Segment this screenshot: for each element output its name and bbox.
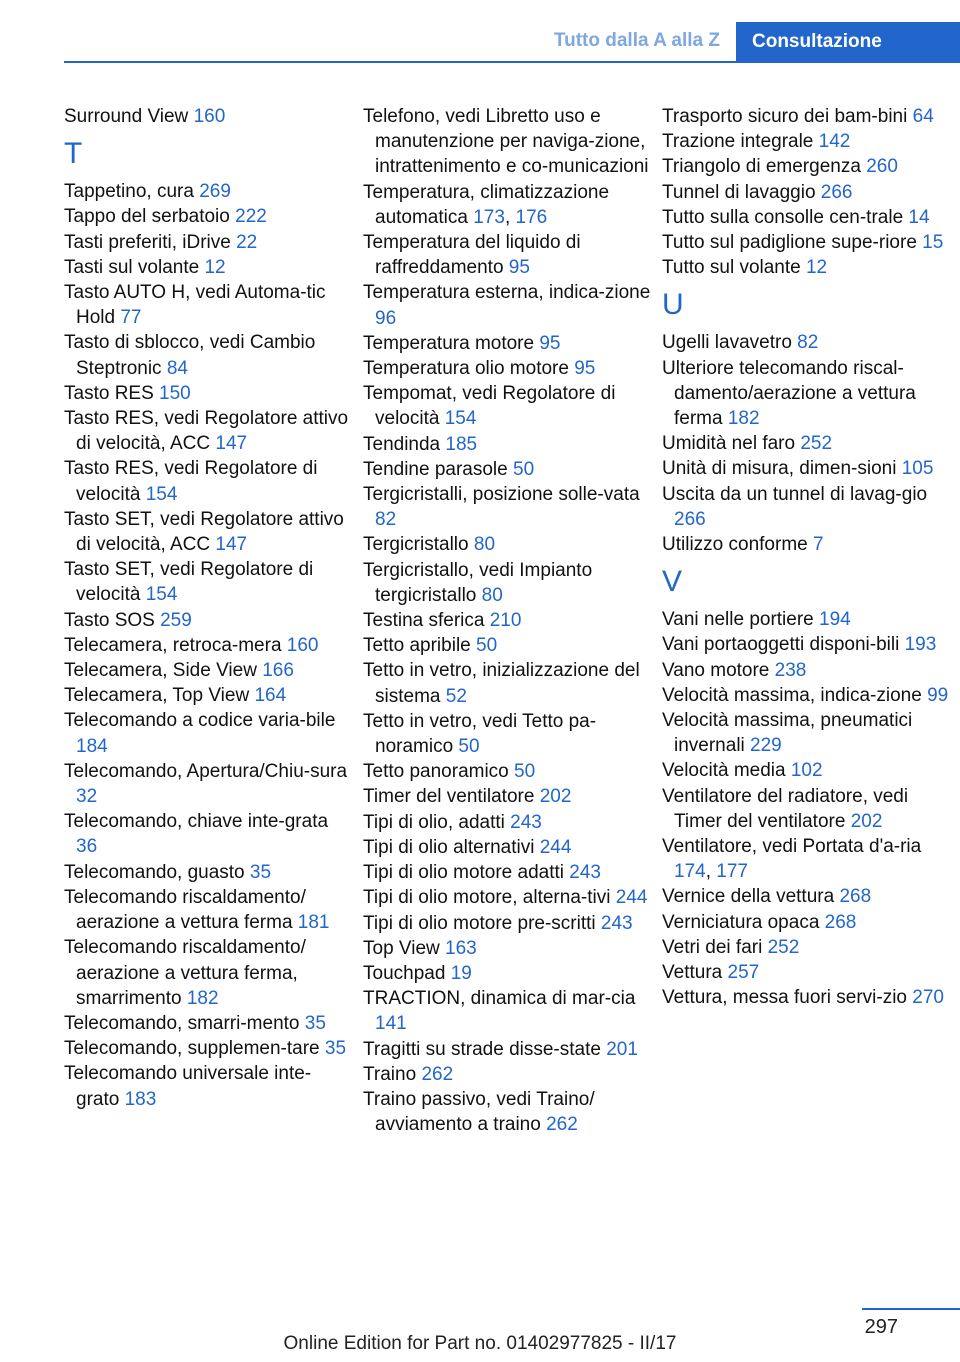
index-entry [662, 104, 952, 129]
page-reference-link[interactable]: 182 [186, 987, 219, 1009]
index-entry-text: Vernice della vettura [662, 886, 840, 908]
page-reference-link[interactable]: 154 [145, 584, 178, 606]
page-reference-link[interactable]: 193 [904, 634, 937, 656]
page-reference-link[interactable]: 80 [481, 584, 503, 606]
index-entry [363, 104, 653, 180]
index-entry-text: Tipi di olio motore adatti [363, 862, 570, 884]
page-reference-link[interactable]: 15 [922, 232, 944, 254]
page-reference-link[interactable]: 252 [767, 936, 800, 958]
index-entry: Temperatura, climatizzazione automatica 173, 176 [363, 181, 610, 228]
page-reference-link[interactable]: 182 [727, 408, 760, 430]
page-reference-link[interactable]: 80 [473, 534, 496, 556]
page-reference-link[interactable]: 252 [800, 433, 833, 455]
index-entry-text: Telecomando, supplemen‐tare [64, 1038, 325, 1060]
page-reference-link[interactable]: 262 [421, 1063, 454, 1085]
page-reference-link[interactable]: 244 [615, 887, 648, 909]
index-entry-text: Tasto SOS [64, 609, 161, 631]
index-entry-text: Trazione integrale [662, 131, 819, 153]
page-reference-link[interactable]: 176 [515, 206, 548, 228]
index-entry-text: Tasto RES, vedi Regolatore attivo di velocità, ACC [64, 408, 349, 455]
page-reference-link[interactable]: 243 [569, 862, 601, 884]
page-reference-link[interactable]: 164 [254, 685, 287, 707]
index-entry [64, 507, 354, 557]
index-entry-text: Telecamera, Side View [64, 660, 263, 682]
index-entry [363, 457, 653, 482]
index-entry [662, 456, 952, 481]
index-entry-text: Temperatura olio motore [363, 358, 575, 380]
index-entry-text: Vetri dei fari [662, 936, 768, 958]
page-reference-link[interactable]: 244 [539, 836, 572, 858]
index-entry-text: Vani nelle portiere [662, 609, 820, 631]
page-reference-link[interactable]: 82 [375, 509, 397, 531]
index-entry-text: Top View [363, 937, 446, 959]
index-entry-text: Ventilatore, vedi Portata d'a‐ria [662, 836, 922, 858]
page-reference-link[interactable]: 150 [159, 382, 191, 404]
index-entry-text: Velocità massima, pneumatici invernali [662, 710, 913, 757]
index-entry-text: Timer del ventilatore [363, 786, 540, 808]
index-entry [363, 331, 653, 356]
index-entry [363, 532, 653, 557]
page-reference-link[interactable]: 52 [445, 685, 467, 707]
index-entry [64, 658, 354, 683]
index-entry [363, 280, 653, 330]
page-reference-link[interactable]: 268 [824, 911, 857, 933]
page-reference-link[interactable]: 174 [674, 861, 706, 883]
index-entry [363, 608, 653, 633]
page-reference-link[interactable]: 184 [76, 735, 108, 757]
index-entry [662, 330, 952, 355]
page-reference-link[interactable]: 222 [235, 206, 267, 228]
index-entry-text: Vettura [662, 962, 728, 984]
page-reference-link[interactable]: 260 [866, 156, 898, 178]
page-reference-link[interactable]: 50 [514, 761, 536, 783]
page-header [0, 0, 960, 62]
index-entry [662, 180, 952, 205]
index-entry [64, 179, 354, 204]
index-entry-text: Tergicristallo, vedi Impianto tergicristallo [363, 559, 593, 606]
index-entry-text: Vani portaoggetti disponi‐bili [662, 634, 905, 656]
index-entry: Ventilatore, vedi Portata d'a‐ria 174, 177 [662, 836, 922, 883]
index-entry [363, 432, 653, 457]
page-reference-link[interactable]: 173 [473, 206, 505, 228]
page-reference-link[interactable]: 95 [539, 332, 561, 354]
index-column-1 [64, 104, 354, 1112]
page-reference-link[interactable]: 64 [912, 106, 934, 127]
index-entry-text: Telecamera, retroca‐mera [64, 634, 287, 656]
index-entry [662, 985, 952, 1010]
index-entry [363, 633, 653, 658]
page-reference-link[interactable]: 141 [375, 1013, 407, 1035]
index-entry-text: Tasti preferiti, iDrive [64, 231, 237, 253]
page-reference-link[interactable]: 12 [805, 257, 828, 279]
index-entry [662, 482, 952, 532]
index-entry-text: Telecomando a codice varia‐bile [64, 710, 336, 732]
index-entry-text: Velocità media [662, 760, 791, 782]
page-reference-link[interactable]: 32 [76, 786, 98, 808]
index-column-2 [363, 104, 653, 1137]
index-entry [363, 885, 653, 910]
index-entry [662, 532, 952, 557]
index-entry [64, 683, 354, 708]
index-entry-text: Tetto in vetro, inizializzazione del sistema [363, 660, 640, 707]
page-reference-link[interactable]: 259 [160, 609, 192, 631]
page-reference-link[interactable]: 163 [445, 937, 477, 959]
index-entry [662, 784, 952, 834]
index-entry [64, 104, 354, 129]
index-entry [662, 910, 952, 935]
page-reference-link[interactable]: 35 [304, 1012, 326, 1034]
index-entry [363, 1087, 653, 1137]
index-entry [64, 708, 354, 758]
page-reference-link[interactable]: 229 [750, 735, 782, 757]
index-entry [363, 1062, 653, 1087]
index-entry-text: Velocità massima, indica‐zione [662, 684, 928, 706]
header-rule [64, 61, 960, 63]
index-entry-text: Tasto SET, vedi Regolatore attivo di velocità, ACC [64, 508, 344, 556]
page-reference-link[interactable]: 147 [215, 534, 248, 556]
index-entry-text: Telefono, vedi Libretto uso e manutenzione per naviga‐zione, intrattenimento e co‐municazioni [363, 106, 649, 178]
index-entry [662, 356, 952, 432]
index-entry-text: Tutto sul volante [662, 257, 806, 279]
page-reference-link[interactable]: 50 [476, 635, 498, 657]
page-reference-link[interactable]: 147 [215, 433, 248, 455]
index-entry-text: Traino passivo, vedi Traino/ avviamento a traino [363, 1088, 595, 1136]
index-entry [64, 280, 354, 330]
index-entry-text: Umidità nel faro [662, 433, 801, 455]
index-entry [363, 986, 653, 1036]
page-reference-link[interactable]: 36 [76, 836, 98, 858]
index-entry-text: Tutto sulla consolle cen‐trale [662, 206, 909, 228]
index-entry-text: Tasto SET, vedi Regolatore di velocità [64, 559, 314, 606]
page-reference-link[interactable]: 102 [790, 760, 823, 782]
index-entry-text: Utilizzo conforme [662, 534, 813, 556]
page-reference-link[interactable]: 177 [716, 861, 748, 883]
index-entry-text: Ugelli lavavetro [662, 332, 798, 354]
index-entry [64, 633, 354, 658]
page-reference-link[interactable]: 22 [236, 231, 258, 253]
index-entry [662, 632, 952, 657]
index-entry-text: Unità di misura, dimen‐sioni [662, 458, 902, 480]
page-reference-link[interactable]: 142 [818, 131, 851, 153]
index-entry-text: Tendine parasole [363, 458, 513, 480]
index-entry [64, 255, 354, 280]
index-entry [64, 759, 354, 809]
page-reference-link[interactable]: 50 [513, 458, 535, 480]
page-reference-link[interactable]: 84 [166, 357, 188, 379]
index-entry [662, 683, 952, 708]
index-entry [64, 1061, 354, 1111]
page-reference-link[interactable]: 160 [193, 106, 226, 127]
index-entry [363, 961, 653, 986]
index-entry [363, 558, 653, 608]
index-entry-text: Tergicristallo [363, 534, 474, 556]
index-entry [363, 810, 653, 835]
index-entry-text: Touchpad [363, 962, 451, 984]
page-reference-link[interactable]: 181 [297, 912, 330, 934]
section-title: Tutto dalla A alla Z [553, 30, 720, 51]
index-entry [662, 758, 952, 783]
page-reference-link[interactable]: 95 [574, 358, 596, 380]
index-entry [662, 960, 952, 985]
index-entry [662, 129, 952, 154]
index-entry-text: Tragitti su strade disse‐state [363, 1038, 607, 1060]
index-entry [363, 860, 653, 885]
page-reference-link[interactable]: 201 [606, 1038, 638, 1060]
index-entry-text: Tunnel di lavaggio [662, 181, 821, 203]
index-entry [64, 935, 354, 1011]
index-entry [363, 230, 653, 280]
index-entry-text: Telecomando riscaldamento/ aerazione a vettura ferma, smarrimento [64, 937, 306, 1009]
page-reference-link[interactable]: 19 [450, 962, 472, 984]
page-reference-link[interactable]: 243 [510, 811, 542, 833]
index-entry-text: Tipi di olio alternativi [363, 836, 540, 858]
index-entry [64, 608, 354, 633]
page-reference-link[interactable]: 82 [797, 332, 819, 354]
edition-footer: Online Edition for Part no. 01402977825 - II/17 [283, 1333, 677, 1354]
index-entry-text: Ulteriore telecomando riscal‐damento/aerazione a vettura ferma [662, 357, 916, 430]
index-entry-text: Tipi di olio, adatti [363, 811, 511, 833]
index-entry [363, 936, 653, 961]
index-entry [662, 205, 952, 230]
index-entry-text: Telecomando, smarri‐mento [64, 1012, 305, 1034]
index-entry-text: Temperatura del liquido di raffreddamento [363, 232, 581, 279]
page-reference-link[interactable]: 183 [124, 1088, 157, 1110]
index-entry-text: Telecomando, Apertura/Chiu‐sura [64, 760, 348, 782]
index-entry-text: Tipi di olio motore, alterna‐tivi [363, 887, 616, 909]
index-entry [662, 607, 952, 632]
index-entry-text: Temperatura esterna, indica‐zione [363, 282, 651, 304]
index-entry [64, 230, 354, 255]
index-entry-text: Tipi di olio motore pre‐scritti [363, 912, 601, 934]
page-reference-link[interactable]: 99 [927, 684, 949, 706]
page-reference-link[interactable]: 154 [145, 483, 178, 505]
index-entry-text: Tasti sul volante [64, 256, 205, 278]
index-entry [662, 884, 952, 909]
index-entry-text: Tappetino, cura [64, 181, 200, 203]
index-entry-text: Temperatura motore [363, 332, 540, 354]
index-entry [64, 204, 354, 229]
index-entry [662, 255, 952, 280]
index-entry [363, 381, 653, 431]
index-entry [64, 1036, 354, 1061]
index-entry [64, 885, 354, 935]
index-entry [363, 911, 653, 936]
index-entry-text: Vettura, messa fuori servi‐zio [662, 987, 913, 1009]
index-entry-text: Triangolo di emergenza [662, 156, 867, 178]
index-entry-text: Ventilatore del radiatore, vedi Timer del ventilatore [662, 785, 909, 832]
page-reference-link[interactable]: 194 [819, 609, 851, 631]
index-entry [363, 759, 653, 784]
page-number: 297 [864, 1316, 898, 1338]
page-reference-link[interactable]: 270 [912, 987, 944, 1009]
index-entry-text: Tutto sul padiglione supe‐riore [662, 232, 923, 254]
index-entry-text: Telecomando, guasto [64, 861, 250, 883]
index-entry-text: Tetto panoramico [363, 761, 515, 783]
index-entry-text: Tasto RES, vedi Regolatore di velocità [64, 458, 318, 505]
index-entry [363, 835, 653, 860]
page-reference-link[interactable]: 105 [901, 458, 934, 480]
page-reference-link[interactable]: 202 [539, 786, 572, 808]
index-column-3 [662, 104, 952, 1011]
index-letter-heading: T [64, 137, 83, 171]
page-reference-link[interactable]: 238 [774, 659, 807, 681]
index-entry [363, 1037, 653, 1062]
page-reference-link[interactable]: 77 [120, 307, 142, 329]
index-entry-text: Tasto di sblocco, vedi Cambio Steptronic [64, 332, 316, 379]
index-entry-text: Vano motore [662, 659, 775, 681]
index-entry-text: Uscita da un tunnel di lavag‐gio [662, 483, 928, 505]
page-reference-link[interactable]: 50 [458, 736, 480, 758]
index-entry [64, 1011, 354, 1036]
index-entry-text: Tendinda [363, 433, 446, 455]
index-entry [64, 330, 354, 380]
index-entry [662, 708, 952, 758]
page-reference-link[interactable]: 7 [813, 534, 824, 556]
index-entry-text: Traino [363, 1063, 422, 1085]
index-letter-heading: V [662, 565, 683, 599]
index-entry [64, 860, 354, 885]
page-reference-link[interactable]: 14 [908, 206, 930, 228]
page-reference-link[interactable]: 268 [839, 886, 872, 908]
page-reference-link[interactable]: 185 [445, 433, 478, 455]
chapter-tab: Consultazione [736, 22, 960, 62]
index-entry-text: Tetto in vetro, vedi Tetto pa‐noramico [363, 710, 597, 758]
page-reference-link[interactable]: 210 [489, 610, 522, 632]
page-reference-link[interactable]: 96 [375, 307, 397, 329]
page-reference-link[interactable]: 35 [324, 1038, 347, 1060]
page-reference-link[interactable]: 266 [674, 508, 706, 530]
index-entry [64, 406, 354, 456]
page-reference-link[interactable]: 166 [262, 660, 294, 682]
index-entry-text: Telecamera, Top View [64, 685, 255, 707]
index-entry [662, 935, 952, 960]
page-reference-link[interactable]: 269 [199, 181, 231, 203]
page-reference-link[interactable]: 243 [600, 912, 633, 934]
page-reference-link[interactable]: 35 [249, 861, 272, 883]
index-entry [64, 809, 354, 859]
index-entry-text: Tempomat, vedi Regolatore di velocità [363, 383, 616, 430]
page-reference-link[interactable]: 266 [820, 181, 853, 203]
page-reference-link[interactable]: 154 [444, 408, 477, 430]
index-entry [64, 557, 354, 607]
index-entry [662, 431, 952, 456]
footer-rule [862, 1308, 960, 1310]
index-entry-text: Telecomando universale inte‐grato [64, 1063, 312, 1110]
page-reference-link[interactable]: 12 [204, 256, 226, 278]
index-entry-text: Tasto RES [64, 382, 160, 404]
index-entry-text: Testina sferica [363, 610, 490, 632]
index-entry [64, 381, 354, 406]
index-entry [662, 154, 952, 179]
index-entry-text: Tappo del serbatoio [64, 206, 236, 228]
index-entry-text: Tetto apribile [363, 635, 477, 657]
index-entry [363, 709, 653, 759]
page-reference-link[interactable]: 95 [508, 257, 530, 279]
index-entry [64, 456, 354, 506]
index-entry-text: Trasporto sicuro dei bam‐bini [662, 106, 913, 127]
index-entry-text: Temperatura, climatizzazione automatica [363, 181, 610, 228]
index-entry [363, 784, 653, 809]
index-entry-text: Tasto AUTO H, vedi Automa‐tic Hold [64, 282, 326, 329]
page-reference-link[interactable]: 257 [727, 962, 760, 984]
index-entry [363, 482, 653, 532]
index-entry-text: Verniciatura opaca [662, 911, 825, 933]
index-letter-heading: U [662, 288, 684, 322]
index-entry-text: Telecomando riscaldamento/ aerazione a vettura ferma [64, 886, 306, 934]
page-reference-link[interactable]: 202 [850, 810, 883, 832]
index-entry-text: Telecomando, chiave inte‐grata [64, 811, 329, 833]
page-reference-link[interactable]: 262 [546, 1114, 578, 1136]
index-entry [662, 658, 952, 683]
index-entry-text: Tergicristalli, posizione solle‐vata [363, 484, 640, 506]
page-reference-link[interactable]: 160 [286, 634, 319, 656]
index-entry [662, 230, 952, 255]
index-entry-text: Surround View [64, 106, 194, 127]
index-entry-text: TRACTION, dinamica di mar‐cia [363, 988, 636, 1010]
index-entry [363, 658, 653, 708]
index-entry [363, 356, 653, 381]
